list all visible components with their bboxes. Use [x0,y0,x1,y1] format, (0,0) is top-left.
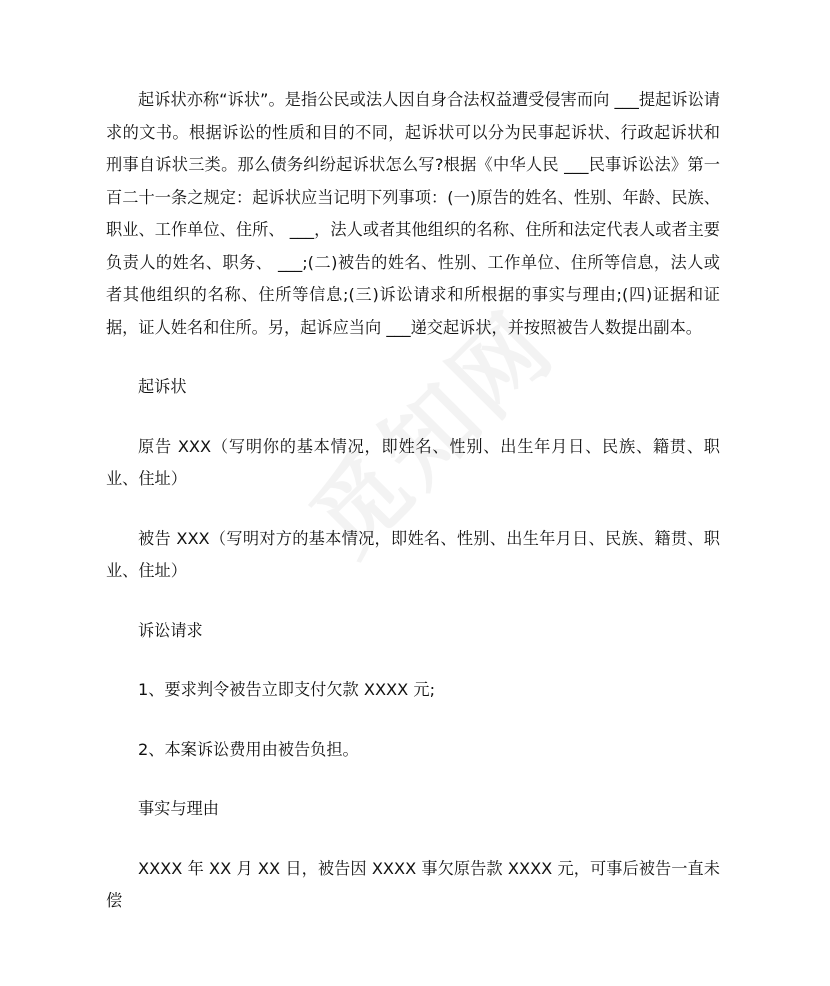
defendant-paragraph: 被告 XXX（写明对方的基本情况，即姓名、性别、出生年月日、民族、籍贯、职业、住址） [106,528,720,580]
claim-item-1: 1、要求判令被告立即支付欠款 XXXX 元; [138,680,436,699]
complaint-heading: 起诉状 [138,377,187,396]
document-body [106,84,720,918]
plaintiff-paragraph: 原告 XXX（写明你的基本情况，即姓名、性别、出生年月日、民族、籍贯、职业、住址） [106,436,720,488]
claim-item-2: 2、本案诉讼费用由被告负担。 [138,739,359,759]
claims-heading: 诉讼请求 [138,620,203,640]
facts-heading: 事实与理由 [138,799,219,818]
facts-paragraph: XXXX 年 XX 月 XX 日，被告因 XXXX 事欠原告款 XXXX 元，可事后被告一直未偿 [106,858,720,910]
intro-paragraph: 起诉状亦称“诉状”。是指公民或法人因自身合法权益遭受侵害而向 ___提起诉讼请求的文书。根据诉讼的性质和目的不同，起诉状可以分为民事起诉状、行政起诉状和刑事自诉状三类。那么债务纠纷起诉状怎么写?根据《中华人民 ___民事诉讼法》第一百二十一条之规定：起诉状应当记明下列事项：(一)原告的姓名、性别、年龄、民族、职业、工作单位、住所、 ___，法人或者其他组织的名称、住所和法定代表人或者主要负责人的姓名、职务、 ___;(二)被告的姓名、性别、工作单位、住所等信息，法人或者其他组织的名称、住所等信息;(三)诉讼请求和所根据的事实与理由;(四)证据和证据，证人姓名和住所。另，起诉应当向 ___递交起诉状，并按照被告人数提出副本。 [106,90,720,337]
